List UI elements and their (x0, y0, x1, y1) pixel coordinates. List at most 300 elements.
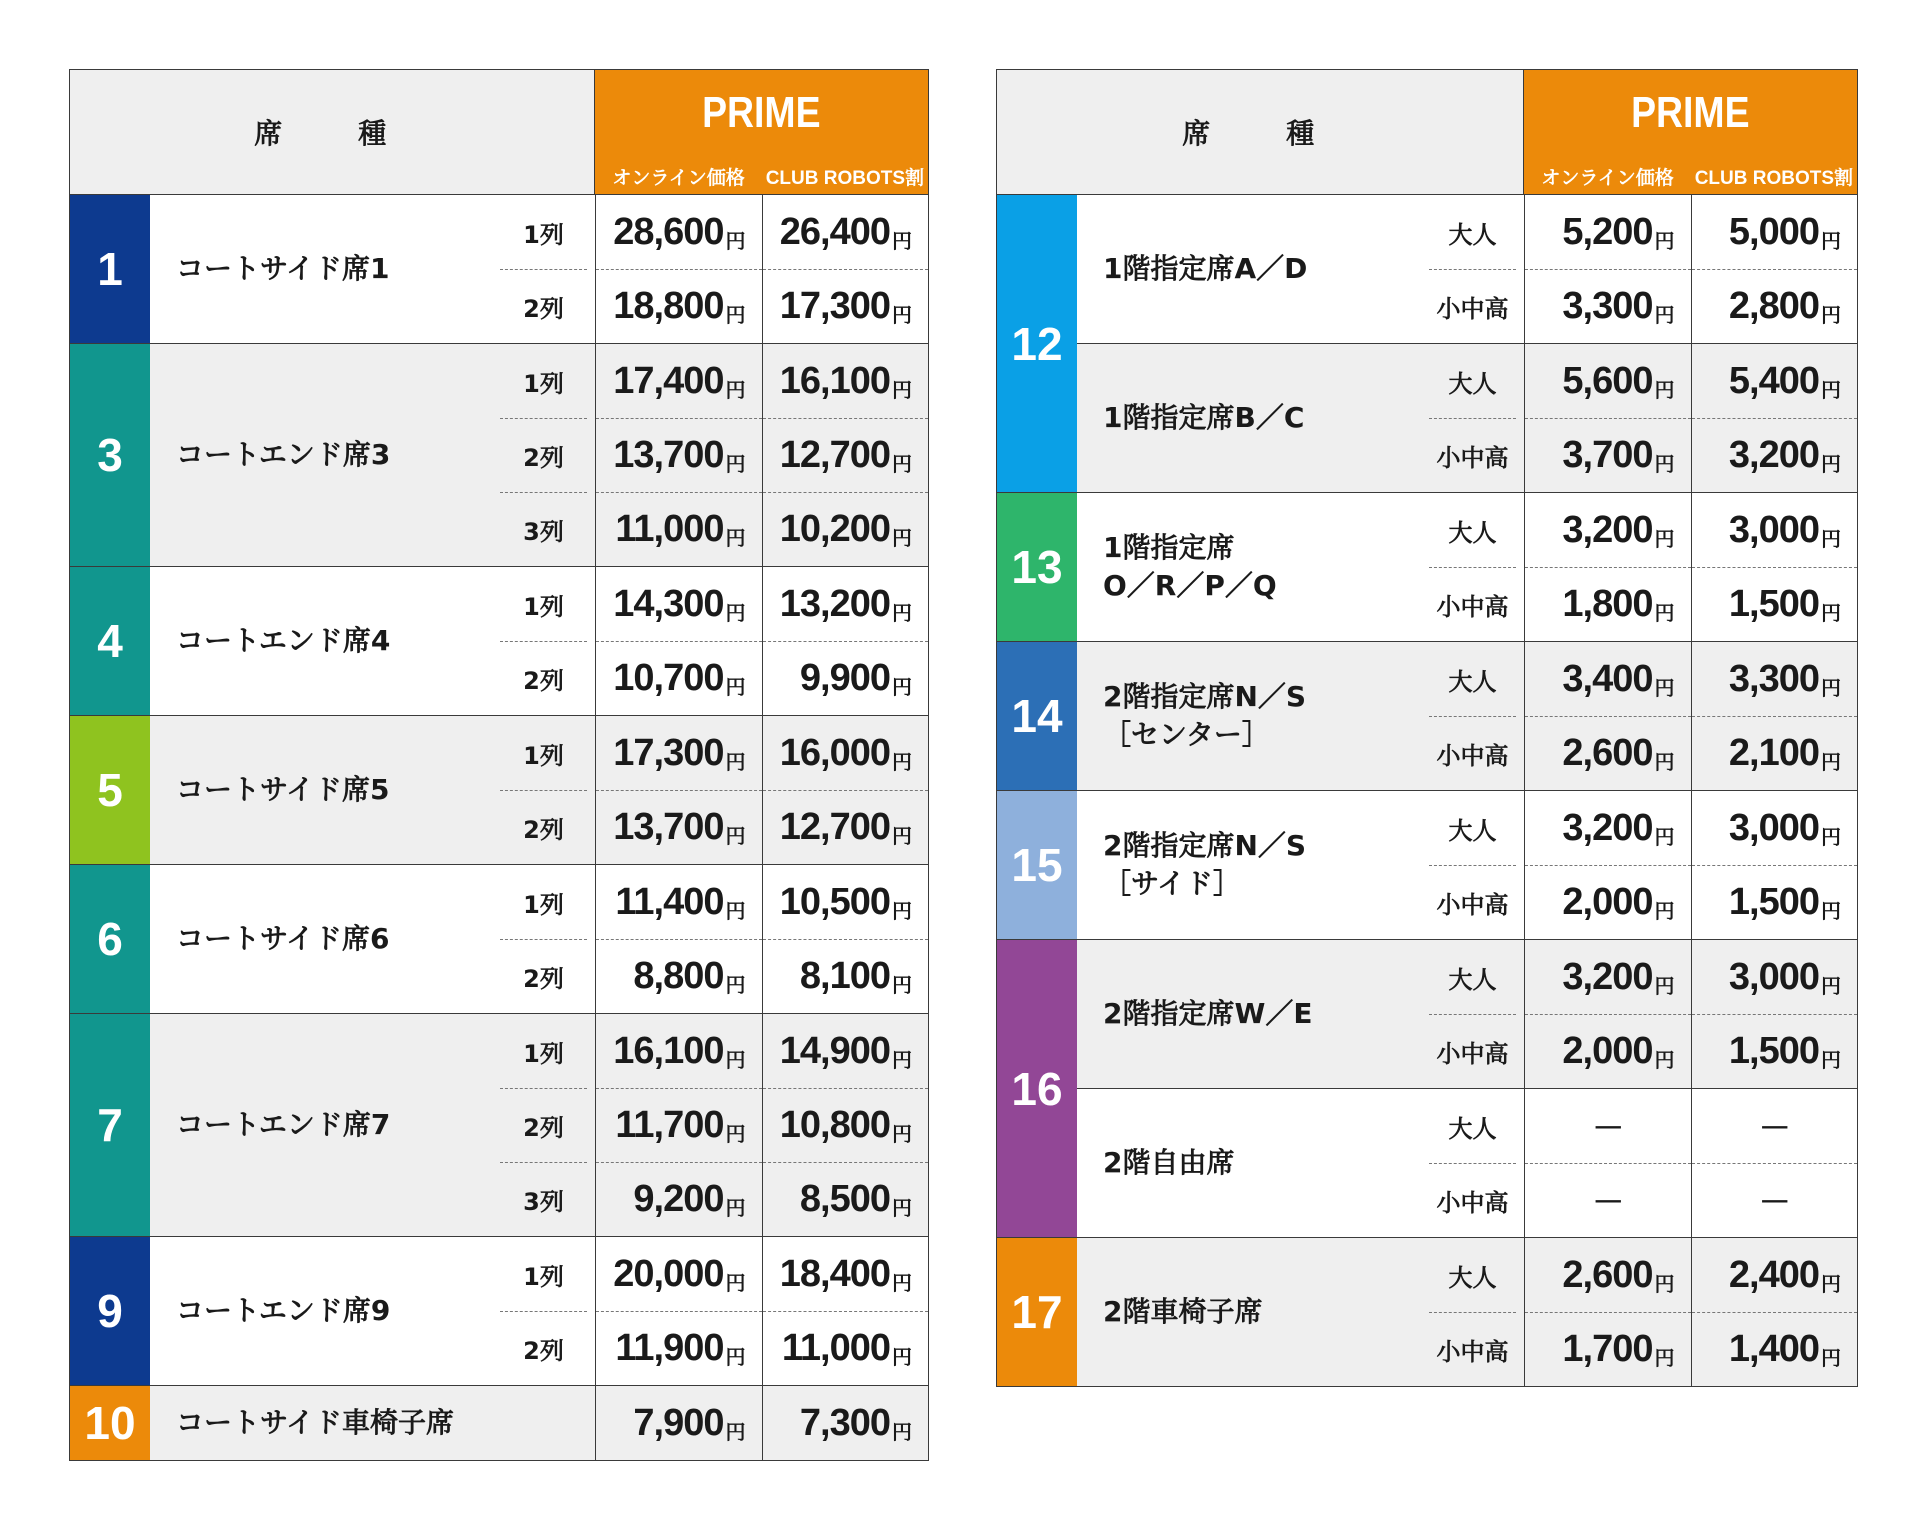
club-price (1691, 493, 1858, 567)
yen-unit: 円 (892, 676, 912, 699)
price-value: 5,600 (1562, 359, 1653, 402)
online-price (1524, 1089, 1691, 1163)
row-label: 小中高 (1421, 418, 1524, 492)
price-row (492, 641, 928, 715)
yen-unit: 円 (1821, 1273, 1841, 1296)
yen-unit: 円 (1821, 1347, 1841, 1370)
seat-number-badge: 1 (70, 195, 150, 343)
club-price (1691, 1014, 1858, 1088)
seat-name: コートエンド席3 (176, 438, 391, 471)
row-label: 2列 (492, 790, 595, 864)
price-value: 1,700 (1562, 1327, 1653, 1370)
yen-unit: 円 (1821, 751, 1841, 774)
price-value: 1,500 (1728, 880, 1819, 923)
online-price (595, 344, 762, 418)
seat-number-badge: 16 (997, 940, 1077, 1237)
seat-number-badge: 4 (70, 567, 150, 715)
price-value: 14,300 (613, 582, 724, 625)
price-value: 5,400 (1728, 359, 1819, 402)
price-row (492, 492, 928, 566)
yen-unit: 円 (1821, 677, 1841, 700)
price-value: 3,200 (1562, 955, 1653, 998)
yen-unit: 円 (1654, 602, 1675, 625)
price-value: 12,700 (779, 805, 890, 848)
yen-unit: 円 (892, 527, 912, 550)
row-label: 大人 (1448, 369, 1497, 398)
yen-unit: 円 (1654, 1347, 1675, 1370)
price-value: 2,400 (1728, 1253, 1819, 1296)
seat-number-badge: 9 (70, 1237, 150, 1385)
price-row (492, 716, 928, 790)
club-price (762, 1386, 929, 1460)
yen-unit: 円 (892, 900, 912, 923)
online-price (1524, 1014, 1691, 1088)
online-price-header: オンライン価格 (1541, 168, 1674, 189)
seat-name: コートサイド席6 (176, 922, 390, 955)
seat-name: コートサイド席1 (176, 252, 390, 285)
yen-unit: 円 (1821, 826, 1841, 849)
yen-unit: 円 (725, 900, 746, 923)
seat-number-badge: 17 (997, 1238, 1077, 1386)
online-price (1524, 642, 1691, 716)
row-label: 1列 (523, 890, 564, 919)
price-value: 3,200 (1562, 508, 1653, 551)
seat-name: 1階指定席B／C (1103, 401, 1305, 434)
seat-type-header: 席 種 (997, 70, 1523, 194)
club-price (762, 790, 929, 864)
price-row (1421, 195, 1857, 269)
online-price (595, 492, 762, 566)
yen-unit: 円 (725, 453, 746, 476)
yen-unit: 円 (892, 1421, 912, 1444)
seat-number-badge: 7 (70, 1014, 150, 1236)
yen-unit: 円 (892, 1346, 912, 1369)
price-value: 17,400 (613, 359, 724, 402)
price-value: 8,500 (799, 1177, 890, 1220)
price-row (492, 269, 928, 343)
row-label: 1列 (523, 741, 564, 770)
price-value: 17,300 (613, 731, 724, 774)
club-price (762, 1088, 929, 1162)
price-value: 20,000 (613, 1252, 724, 1295)
price-value: 3,300 (1562, 284, 1653, 327)
yen-unit: 円 (892, 602, 912, 625)
seat-name: コートエンド席7 (176, 1108, 391, 1141)
price-value: 2,800 (1728, 284, 1819, 327)
row-label: 1列 (523, 1262, 564, 1291)
club-price (1691, 1163, 1858, 1237)
club-price (762, 716, 929, 790)
price-value: 12,700 (779, 433, 890, 476)
price-row (492, 1162, 928, 1236)
yen-unit: 円 (1654, 379, 1675, 402)
row-label (492, 1386, 595, 1460)
club-price (762, 641, 929, 715)
price-row (492, 1386, 928, 1460)
club-price (762, 939, 929, 1013)
seat-number-badge: 15 (997, 791, 1077, 939)
seat-group-4 (70, 567, 928, 716)
price-row (492, 939, 928, 1013)
row-label: 2列 (492, 641, 595, 715)
yen-unit: 円 (725, 1049, 746, 1072)
price-row (1421, 567, 1857, 641)
yen-unit: 円 (892, 230, 912, 253)
club-price (762, 1014, 929, 1088)
price-value: 2,100 (1728, 731, 1819, 774)
row-label: 小中高 (1421, 269, 1524, 343)
yen-unit: 円 (892, 379, 912, 402)
seat-group-15 (997, 791, 1857, 940)
price-value: 10,500 (779, 880, 890, 923)
club-price (762, 195, 929, 269)
yen-unit: 円 (892, 1049, 912, 1072)
price-value: 17,300 (779, 284, 890, 327)
row-label: 2列 (492, 269, 595, 343)
row-label: 3列 (492, 492, 595, 566)
price-value: － (1758, 1110, 1790, 1146)
price-value: 1,800 (1562, 582, 1653, 625)
seat-number-badge: 5 (70, 716, 150, 864)
price-table-left (69, 69, 929, 1461)
price-value: 3,700 (1562, 433, 1653, 476)
price-row (1421, 1312, 1857, 1386)
club-price (762, 567, 929, 641)
seat-number-badge: 12 (997, 195, 1077, 492)
seat-name: 2階自由席 (1103, 1146, 1235, 1179)
yen-unit: 円 (1654, 304, 1675, 327)
price-value: 13,200 (779, 582, 890, 625)
seat-name: コートサイド席5 (176, 773, 390, 806)
yen-unit: 円 (1821, 304, 1841, 327)
seat-group-6 (70, 865, 928, 1014)
yen-unit: 円 (892, 453, 912, 476)
price-value: 16,000 (779, 731, 890, 774)
price-value: 10,700 (613, 656, 724, 699)
club-price (1691, 642, 1858, 716)
online-price (595, 1014, 762, 1088)
online-price (595, 865, 762, 939)
club-price-header: CLUB ROBOTS割 (765, 168, 925, 189)
price-value: 26,400 (779, 210, 890, 253)
online-price (595, 1162, 762, 1236)
price-row (1421, 269, 1857, 343)
price-value: 2,000 (1562, 1029, 1653, 1072)
price-row (492, 418, 928, 492)
yen-unit: 円 (1821, 975, 1841, 998)
seat-number-badge: 14 (997, 642, 1077, 790)
prime-title: PRIME (1631, 88, 1750, 137)
club-price (1691, 716, 1858, 790)
club-price (762, 1237, 929, 1311)
seat-number-badge: 6 (70, 865, 150, 1013)
yen-unit: 円 (1654, 453, 1675, 476)
online-price (1524, 344, 1691, 418)
club-price-header: CLUB ROBOTS割 (1694, 168, 1854, 189)
price-value: － (1592, 1110, 1624, 1146)
online-price (1524, 567, 1691, 641)
online-price (1524, 1163, 1691, 1237)
price-value: 10,200 (779, 507, 890, 550)
club-price (1691, 195, 1858, 269)
yen-unit: 円 (725, 1197, 746, 1220)
row-label: 大人 (1448, 518, 1497, 547)
online-price (595, 716, 762, 790)
price-value: 14,900 (779, 1029, 890, 1072)
online-price (595, 1311, 762, 1385)
club-price (1691, 940, 1858, 1014)
online-price (595, 1088, 762, 1162)
price-row (1421, 791, 1857, 865)
yen-unit: 円 (1821, 900, 1841, 923)
yen-unit: 円 (1654, 975, 1675, 998)
yen-unit: 円 (1654, 826, 1675, 849)
price-value: 11,700 (615, 1103, 724, 1146)
price-row (1421, 1163, 1857, 1237)
seat-name: 2階指定席N／S ［サイド］ (1103, 829, 1307, 900)
price-value: 9,900 (799, 656, 890, 699)
seat-name: コートサイド車椅子席 (176, 1406, 455, 1439)
yen-unit: 円 (892, 1197, 912, 1220)
club-price (1691, 567, 1858, 641)
price-value: 5,200 (1562, 210, 1653, 253)
price-value: 7,900 (633, 1401, 724, 1444)
price-value: 1,400 (1728, 1327, 1819, 1370)
price-value: 11,000 (615, 507, 724, 550)
price-value: 16,100 (779, 359, 890, 402)
club-price (762, 865, 929, 939)
online-price (1524, 269, 1691, 343)
prime-header (1523, 70, 1857, 194)
yen-unit: 円 (1654, 900, 1675, 923)
online-price (595, 790, 762, 864)
online-price (1524, 940, 1691, 1014)
prime-header (594, 70, 928, 194)
row-label: 2列 (492, 1311, 595, 1385)
yen-unit: 円 (725, 676, 746, 699)
row-label: 小中高 (1421, 865, 1524, 939)
price-row (1421, 493, 1857, 567)
price-row (492, 195, 928, 269)
seat-name: 1階指定席 O／R／P／Q (1103, 531, 1277, 602)
online-price (595, 567, 762, 641)
yen-unit: 円 (1654, 1049, 1675, 1072)
club-price (1691, 269, 1858, 343)
yen-unit: 円 (1821, 602, 1841, 625)
seat-group-5 (70, 716, 928, 865)
online-price (1524, 195, 1691, 269)
price-value: 3,400 (1562, 657, 1653, 700)
yen-unit: 円 (725, 751, 746, 774)
price-value: 11,900 (615, 1326, 724, 1369)
seat-group-16 (997, 940, 1857, 1238)
club-price (1691, 1238, 1858, 1312)
row-label: 2列 (492, 1088, 595, 1162)
price-value: 13,700 (613, 805, 724, 848)
price-row (1421, 1014, 1857, 1088)
club-price (762, 418, 929, 492)
price-value: 2,600 (1562, 1253, 1653, 1296)
yen-unit: 円 (892, 974, 912, 997)
price-value: 16,100 (613, 1029, 724, 1072)
price-value: 13,700 (613, 433, 724, 476)
seat-name: コートエンド席4 (176, 624, 391, 657)
online-price (595, 1386, 762, 1460)
row-label: 小中高 (1421, 1312, 1524, 1386)
price-value: 10,800 (779, 1103, 890, 1146)
online-price (1524, 865, 1691, 939)
online-price (1524, 716, 1691, 790)
row-label: 3列 (492, 1162, 595, 1236)
price-row (1421, 716, 1857, 790)
online-price (595, 269, 762, 343)
online-price (1524, 418, 1691, 492)
price-row (492, 1014, 928, 1088)
row-label: 1列 (523, 220, 564, 249)
yen-unit: 円 (892, 751, 912, 774)
seat-type-header: 席 種 (70, 70, 594, 194)
price-row (492, 865, 928, 939)
yen-unit: 円 (892, 1272, 912, 1295)
club-price (1691, 791, 1858, 865)
row-label: 大人 (1448, 965, 1497, 994)
row-label: 小中高 (1421, 1014, 1524, 1088)
yen-unit: 円 (1654, 751, 1675, 774)
price-value: 3,200 (1562, 806, 1653, 849)
yen-unit: 円 (725, 527, 746, 550)
online-price (595, 641, 762, 715)
price-value: 18,800 (613, 284, 724, 327)
seat-name: 2階車椅子席 (1103, 1295, 1263, 1328)
price-value: 8,100 (799, 954, 890, 997)
price-value: 11,400 (615, 880, 724, 923)
club-price (1691, 418, 1858, 492)
seat-name: コートエンド席9 (176, 1294, 391, 1327)
yen-unit: 円 (892, 1123, 912, 1146)
club-price (762, 1162, 929, 1236)
yen-unit: 円 (1654, 677, 1675, 700)
row-label: 2列 (492, 418, 595, 492)
seat-number-badge: 3 (70, 344, 150, 566)
table-header (997, 70, 1857, 195)
online-price (1524, 1312, 1691, 1386)
price-value: 3,000 (1728, 955, 1819, 998)
price-row (492, 1311, 928, 1385)
row-label: 大人 (1448, 1263, 1497, 1292)
price-row (492, 1237, 928, 1311)
price-row (492, 1088, 928, 1162)
yen-unit: 円 (725, 379, 746, 402)
price-table-right (996, 69, 1858, 1387)
prime-title: PRIME (702, 88, 821, 137)
price-value: 1,500 (1728, 1029, 1819, 1072)
price-row (492, 344, 928, 418)
yen-unit: 円 (725, 974, 746, 997)
row-label: 1列 (523, 1039, 564, 1068)
price-value: 3,300 (1728, 657, 1819, 700)
seat-name: 2階指定席W／E (1103, 997, 1313, 1030)
price-row (1421, 865, 1857, 939)
club-price (762, 1311, 929, 1385)
yen-unit: 円 (1821, 230, 1841, 253)
row-label: 大人 (1448, 667, 1497, 696)
yen-unit: 円 (725, 1272, 746, 1295)
price-value: － (1758, 1184, 1790, 1220)
yen-unit: 円 (1821, 528, 1841, 551)
club-price (1691, 865, 1858, 939)
price-row (492, 567, 928, 641)
price-value: 9,200 (633, 1177, 724, 1220)
row-label: 小中高 (1421, 716, 1524, 790)
club-price (762, 269, 929, 343)
seat-group-3 (70, 344, 928, 567)
online-price (1524, 493, 1691, 567)
seat-group-1 (70, 195, 928, 344)
yen-unit: 円 (1654, 528, 1675, 551)
club-price (1691, 344, 1858, 418)
row-label: 2列 (492, 939, 595, 1013)
seat-number-badge: 13 (997, 493, 1077, 641)
yen-unit: 円 (1821, 1049, 1841, 1072)
club-price (1691, 1312, 1858, 1386)
online-price (595, 195, 762, 269)
yen-unit: 円 (892, 825, 912, 848)
club-price (762, 492, 929, 566)
row-label: 大人 (1448, 1114, 1497, 1143)
seat-group-10 (70, 1386, 928, 1460)
seat-group-7 (70, 1014, 928, 1237)
seat-group-17 (997, 1238, 1857, 1386)
row-label: 1列 (523, 369, 564, 398)
price-value: 28,600 (613, 210, 724, 253)
yen-unit: 円 (1654, 230, 1675, 253)
yen-unit: 円 (725, 304, 746, 327)
price-value: 2,000 (1562, 880, 1653, 923)
yen-unit: 円 (725, 825, 746, 848)
row-label: 大人 (1448, 220, 1497, 249)
online-price (595, 418, 762, 492)
price-value: 3,000 (1728, 806, 1819, 849)
yen-unit: 円 (1821, 453, 1841, 476)
price-value: 5,000 (1728, 210, 1819, 253)
yen-unit: 円 (725, 1123, 746, 1146)
price-value: 18,400 (779, 1252, 890, 1295)
price-value: 3,200 (1728, 433, 1819, 476)
price-value: 8,800 (633, 954, 724, 997)
price-value: 2,600 (1562, 731, 1653, 774)
online-price-header: オンライン価格 (612, 168, 745, 189)
row-label: 大人 (1448, 816, 1497, 845)
price-row (1421, 344, 1857, 418)
seat-group-13 (997, 493, 1857, 642)
row-label: 小中高 (1421, 1163, 1524, 1237)
price-value: 1,500 (1728, 582, 1819, 625)
price-row (1421, 418, 1857, 492)
yen-unit: 円 (725, 230, 746, 253)
row-label: 1列 (523, 592, 564, 621)
row-label: 小中高 (1421, 567, 1524, 641)
online-price (595, 1237, 762, 1311)
yen-unit: 円 (725, 602, 746, 625)
price-row (1421, 1089, 1857, 1163)
seat-group-12 (997, 195, 1857, 493)
online-price (595, 939, 762, 1013)
yen-unit: 円 (725, 1346, 746, 1369)
price-value: 7,300 (799, 1401, 890, 1444)
price-row (492, 790, 928, 864)
price-row (1421, 1238, 1857, 1312)
price-value: 11,000 (781, 1326, 890, 1369)
